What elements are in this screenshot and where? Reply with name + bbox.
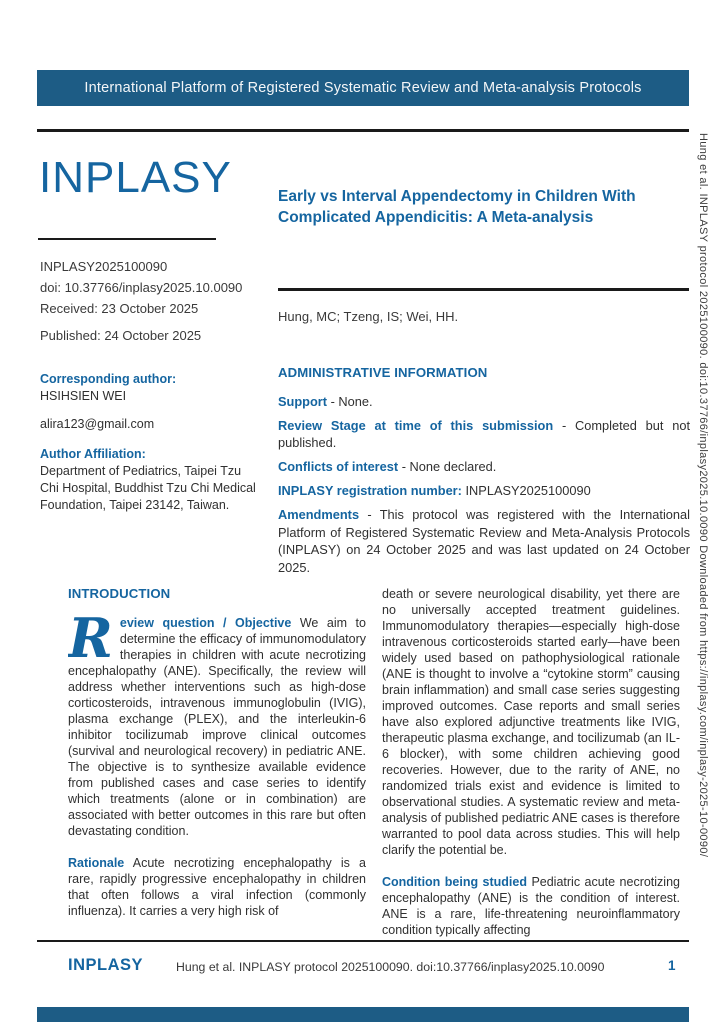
admin-item-amendments <box>278 506 690 576</box>
footer-rule <box>37 940 689 942</box>
published-date: Published: 24 October 2025 <box>40 328 202 343</box>
drop-cap: R <box>68 606 113 670</box>
introduction-left-column <box>68 586 366 942</box>
author-email: alira123@gmail.com <box>40 417 155 431</box>
condition-paragraph <box>382 874 680 938</box>
review-objective-text: We aim to determine the efficacy of immunomodulatory therapies in children with acute necrotizing encephalopathy (ANE). Specifically, the review will address whether interventions such as high-dose corticosteroids, intravenous immunoglobulin (IVIG), plasma exchange (PLEX), and the interleukin-6 inhibitor tocilizumab improve clinical outcomes (survival and neurological recovery) in pediatric ANE. The objective is to synthesize available evidence from published cases and case series to identify which treatments (alone or in combination) are associated with better outcomes in this rare but often devastating condition. <box>68 616 366 838</box>
admin-item-registration <box>278 482 690 500</box>
rationale-label: Rationale <box>68 856 125 870</box>
footer-citation: Hung et al. INPLASY protocol 2025100090. doi:10.37766/inplasy2025.10.0090 <box>176 960 605 974</box>
introduction-section <box>68 586 680 942</box>
admin-label-conflicts: Conflicts of interest <box>278 459 399 474</box>
condition-text: Pediatric acute necrotizing encephalopathy (ANE) is the condition of interest. ANE is a rare, life-threatening neuroinflammatory condition typically affecting <box>382 875 680 937</box>
introduction-right-column <box>382 586 680 942</box>
admin-item-conflicts <box>278 458 690 476</box>
top-banner-text: International Platform of Registered Systematic Review and Meta-analysis Protocols <box>84 80 642 96</box>
registration-id: INPLASY2025100090 <box>40 259 168 274</box>
admin-label-registration: INPLASY registration number: <box>278 483 462 498</box>
admin-item-review-stage <box>278 417 690 452</box>
admin-item-support <box>278 393 690 411</box>
logo-rule <box>38 238 216 240</box>
doi-line: doi: 10.37766/inplasy2025.10.0090 <box>40 280 243 295</box>
admin-label-support: Support <box>278 393 328 409</box>
title-block <box>278 186 690 228</box>
title-rule <box>278 288 689 291</box>
top-rule <box>37 129 689 132</box>
introduction-heading: INTRODUCTION <box>68 586 171 601</box>
rationale-paragraph <box>68 855 366 919</box>
rationale-continued-paragraph: death or severe neurological disability, yet there are no universally accepted treatment guidelines. Immunomodulatory therapies—especially high-dose intravenous corticosteroids started early—have been widely used based on pathophysiological rationale (ANE is thought to involve a “cytokine storm” causing brain inflammation) and small case series suggesting improved outcomes. Case reports and small series have also explored adjunctive treatments like IVIG, therapeutic plasma exchange, and tocilizumab (an IL-6 blocker), with some children achieving good recoveries. However, due to the rarity of ANE, no randomized trials exist and evidence is limited to observational studies. A systematic review and meta-analysis of published pediatric ANE cases is therefore warranted to pool data across studies. This will help clarify the potential be. <box>382 587 680 857</box>
affiliation-label: Author Affiliation: <box>40 447 146 461</box>
administrative-information <box>278 364 690 583</box>
page-number: 1 <box>668 958 676 973</box>
paper-title: Early vs Interval Appendectomy in Children With Complicated Appendicitis: A Meta-analysis <box>278 188 636 226</box>
admin-text-conflicts: - None declared. <box>401 459 497 474</box>
admin-label-review-stage: Review Stage at time of this submission <box>278 417 554 433</box>
admin-label-amendments: Amendments <box>278 507 360 522</box>
footer-logo: INPLASY <box>68 956 144 974</box>
review-objective-paragraph <box>68 606 366 839</box>
admin-text-support: - None. <box>330 393 373 409</box>
authors-line: Hung, MC; Tzeng, IS; Wei, HH. <box>278 309 459 324</box>
affiliation-text: Department of Pediatrics, Taipei Tzu Chi Hospital, Buddhist Tzu Chi Medical Foundation, Taipei 23142, Taiwan. <box>40 464 256 512</box>
corresponding-author-name: HSIHSIEN WEI <box>40 389 127 403</box>
bottom-bar <box>37 1007 689 1022</box>
rationale-text: Acute necrotizing encephalopathy is a rare, rapidly progressive encephalopathy in children that often follows a viral infection (commonly influenza). It carries a very high risk of <box>68 856 366 918</box>
admin-text-amendments: - This protocol was registered with the International Platform of Registered Systematic Review and Meta-Analysis Protocols (INPLASY) on 24 October 2025 and was last updated on 24 October 2025. <box>278 507 690 575</box>
admin-text-review-stage: - Completed but not published. <box>278 417 690 450</box>
side-citation: Hung et al. INPLASY protocol 2025100090. doi:10.37766/inplasy2025.10.0090 Downloaded from https://inplasy.com/inplasy-2025-10-0090/ <box>697 133 709 858</box>
condition-label: Condition being studied <box>382 875 527 889</box>
masthead-meta <box>40 256 265 346</box>
author-sidebar <box>40 371 258 514</box>
admin-heading: ADMINISTRATIVE INFORMATION <box>278 365 488 380</box>
admin-text-registration: INPLASY2025100090 <box>465 483 591 498</box>
top-banner <box>37 70 689 106</box>
inplasy-logo: INPLASY <box>39 153 232 202</box>
corresponding-author-label: Corresponding author: <box>40 372 177 386</box>
review-objective-label: eview question / Objective <box>119 616 292 630</box>
received-date: Received: 23 October 2025 <box>40 301 199 316</box>
